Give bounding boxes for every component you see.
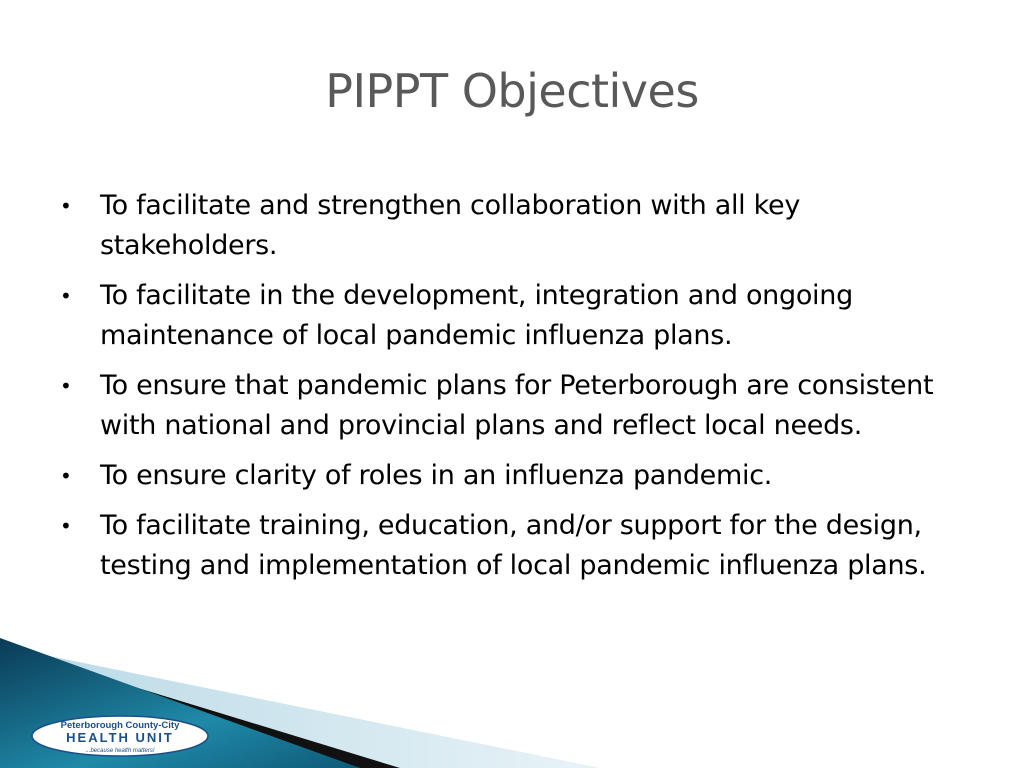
logo-tagline: ...because health matters! bbox=[85, 748, 155, 754]
list-item bbox=[52, 276, 972, 356]
list-item bbox=[52, 456, 972, 496]
logo-line1: Peterborough County-City bbox=[60, 720, 180, 731]
bullet-icon: • bbox=[60, 464, 72, 488]
list-item bbox=[52, 186, 972, 266]
logo-line2: HEALTH UNIT bbox=[66, 730, 174, 745]
objectives-list bbox=[52, 186, 972, 596]
slide-title: PIPPT Objectives bbox=[325, 64, 699, 118]
bullet-text: To facilitate and strengthen collaboration with all key stakeholders. bbox=[100, 190, 801, 261]
bullet-icon: • bbox=[60, 194, 72, 218]
bullet-text: To ensure clarity of roles in an influenza pandemic. bbox=[100, 460, 773, 491]
bullet-icon: • bbox=[60, 514, 72, 538]
bullet-icon: • bbox=[60, 374, 72, 398]
bullet-text: To facilitate training, education, and/or support for the design, testing and implementation of local pandemic influenza plans. bbox=[100, 510, 927, 581]
list-item bbox=[52, 366, 972, 446]
health-unit-logo bbox=[30, 714, 210, 758]
bullet-text: To facilitate in the development, integration and ongoing maintenance of local pandemic influenza plans. bbox=[100, 280, 853, 351]
list-item bbox=[52, 506, 972, 586]
bullet-text: To ensure that pandemic plans for Peterborough are consistent with national and provincial plans and reflect local needs. bbox=[100, 370, 934, 441]
bullet-icon: • bbox=[60, 284, 72, 308]
